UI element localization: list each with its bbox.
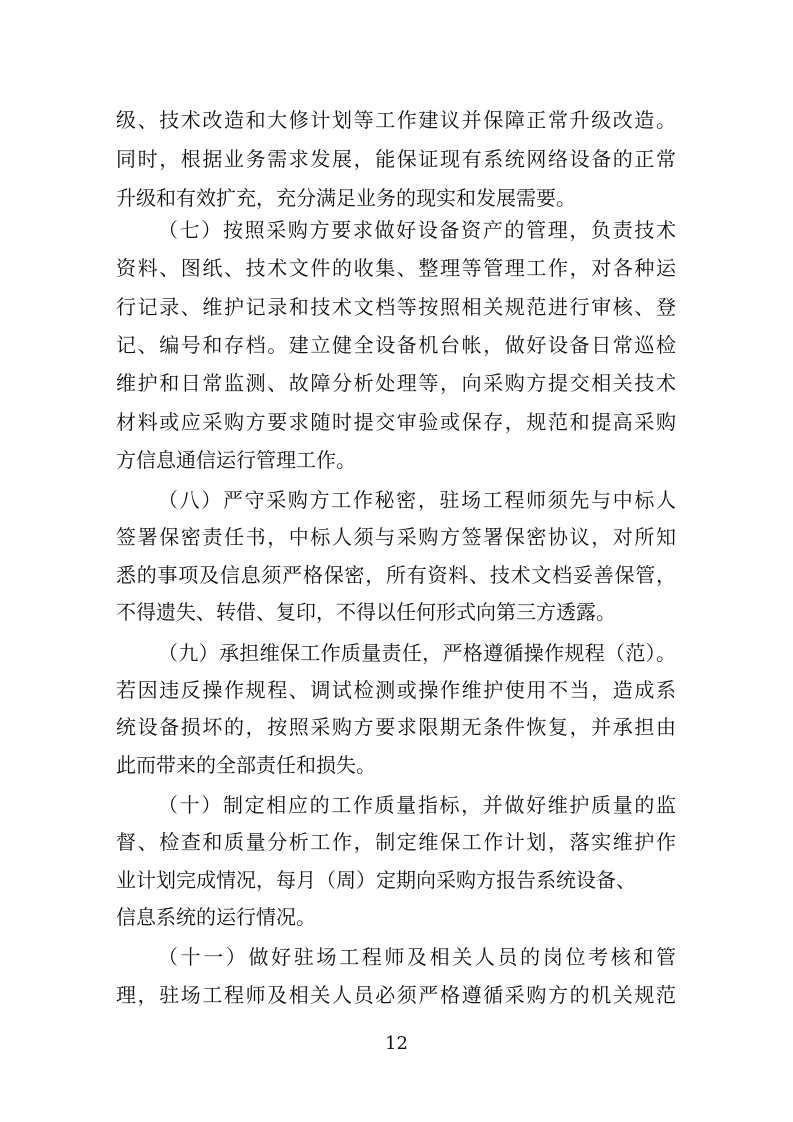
text-line: 此而带来的全部责任和损失。 <box>116 753 376 777</box>
text-line: 若因违反操作规程、调试检测或操作维护使用不当，造成系 <box>116 678 676 702</box>
text-line: 不得遗失、转借、复印，不得以任何形式向第三方透露。 <box>116 600 616 624</box>
paragraph-heading-line: （八）严守采购方工作秘密，驻场工程师须先与中标人 <box>158 488 676 512</box>
text-line: 督、检查和质量分析工作，制定维保工作计划，落实维护作 <box>116 830 676 854</box>
paragraph-heading-line: （七）按照采购方要求做好设备资产的管理，负责技术 <box>158 218 676 242</box>
text-line: 统设备损坏的，按照采购方要求限期无条件恢复，并承担由 <box>116 715 676 739</box>
text-line: 升级和有效扩充，充分满足业务的现实和发展需要。 <box>116 186 576 210</box>
page-number: 12 <box>385 1033 408 1054</box>
text-line: 维护和日常监测、故障分析处理等，向采购方提交相关技术 <box>116 371 676 395</box>
paragraph-heading-line: （十）制定相应的工作质量指标，并做好维护质量的监 <box>158 793 676 817</box>
text-line: 悉的事项及信息须严格保密，所有资料、技术文档妥善保管， <box>116 563 676 587</box>
text-line: 方信息通信运行管理工作。 <box>116 448 356 472</box>
text-line: 签署保密责任书，中标人须与采购方签署保密协议，对所知 <box>116 525 676 549</box>
text-line: 记、编号和存档。建立健全设备机台帐，做好设备日常巡检 <box>116 333 676 357</box>
text-line: 材料或应采购方要求随时提交审验或保存，规范和提高采购 <box>116 410 676 434</box>
text-line: 资料、图纸、技术文件的收集、整理等管理工作，对各种运 <box>116 256 676 280</box>
text-line: 同时，根据业务需求发展，能保证现有系统网络设备的正常 <box>116 147 676 171</box>
text-line: 业计划完成情况，每月（周）定期向采购方报告系统设备、 <box>116 868 636 892</box>
text-line: 理，驻场工程师及相关人员必须严格遵循采购方的机关规范 <box>116 983 676 1007</box>
text-line: 行记录、维护记录和技术文档等按照相关规范进行审核、登 <box>116 295 676 319</box>
text-line: 信息系统的运行情况。 <box>116 905 316 929</box>
text-line: 级、技术改造和大修计划等工作建议并保障正常升级改造。 <box>116 108 676 132</box>
paragraph-heading-line: （十一）做好驻场工程师及相关人员的岗位考核和管 <box>158 945 676 969</box>
paragraph-heading-line: （九）承担维保工作质量责任，严格遵循操作规程（范）。 <box>158 641 676 665</box>
